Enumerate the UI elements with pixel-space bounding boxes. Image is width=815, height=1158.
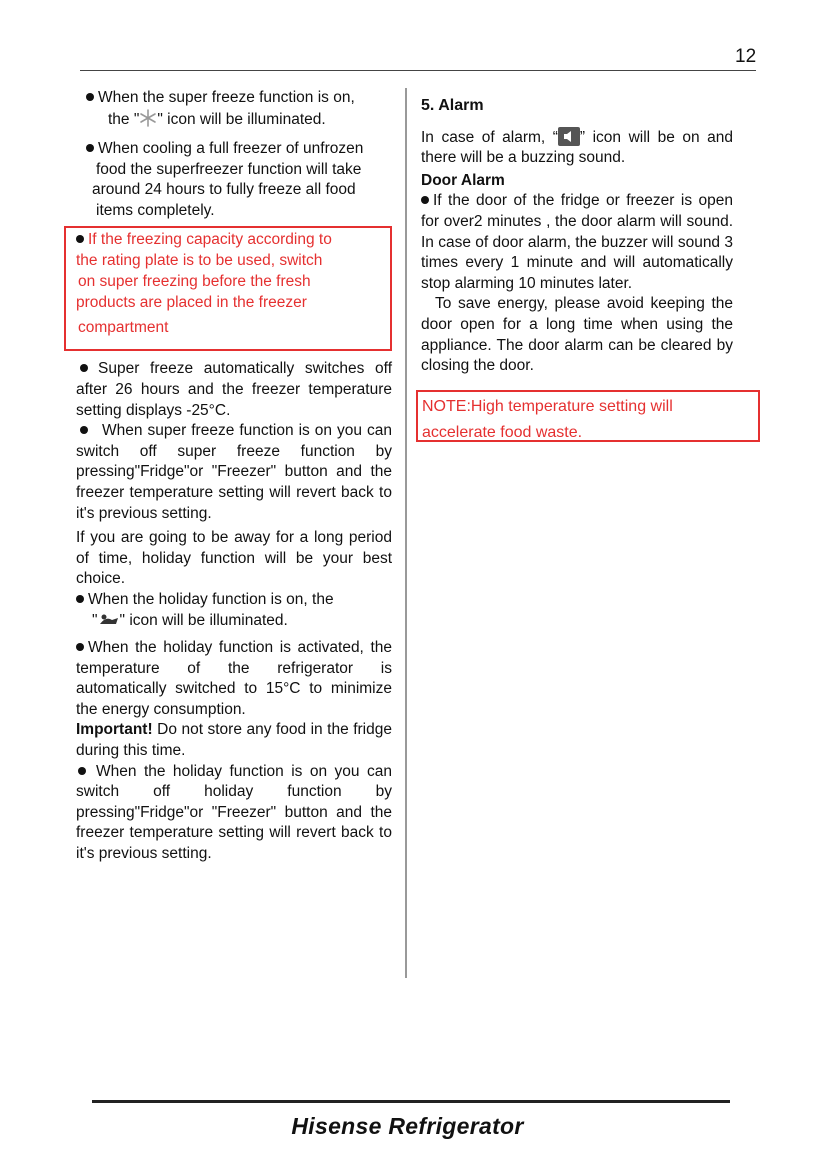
full-freezer-paragraph: When cooling a full freezer of unfrozen food the superfreezer function will take around 24 hours to fully freeze all food items completely. [76,139,392,221]
save-energy-paragraph: To save energy, please avoid keeping the door open for a long time when using the appliance. The door alarm can be cleared by closing the door. [421,295,733,375]
footer-rule [92,1100,730,1103]
alarm-heading: 5. Alarm [421,97,484,114]
alarm-paragraph: In case of alarm, “ ” icon will be on and there will be a buzzing sound. [421,128,734,167]
bullet-icon [76,643,84,651]
snowflake-icon [139,109,157,134]
door-alarm-subheading: Door Alarm [421,171,505,189]
bullet-icon [80,426,88,434]
high-temperature-note-box: NOTE:High temperature setting will accelerate food waste. [416,390,760,442]
switch-off-holiday-paragraph: When the holiday function is on you can switch off holiday function by pressing"Fridge"or "Freezer" button and the freezer temperature setting will revert back to it's previous setting. [76,762,392,863]
holiday-on-paragraph: When the holiday function is on, the " " icon will be illuminated. [76,590,392,634]
auto-switch-off-paragraph: Super freeze automatically switches off after 26 hours and the freezer temperature setting displays -25°C. [76,360,392,419]
important-paragraph: Important! Do not store any food in the fridge during this time. [76,721,392,760]
bullet-icon [86,93,94,101]
freezing-capacity-note-box: If the freezing capacity according to the rating plate is to be used, switch on super freezing before the fresh products are placed in the freezer compartment [64,226,392,352]
left-column [76,88,392,865]
right-column [421,96,733,442]
holiday-activated-paragraph: When the holiday function is activated, the temperature of the refrigerator is automatically switched to 15°C to minimize the energy consumption. [76,639,392,718]
bullet-icon [76,595,84,603]
holiday-intro-paragraph: If you are going to be away for a long period of time, holiday function will be your best choice. [76,529,392,588]
super-freeze-on-paragraph: When the super freeze function is on, the " " icon will be illuminated. [76,88,392,133]
holiday-icon [98,612,120,635]
switch-off-super-freeze-paragraph: When super freeze function is on you can switch off super freeze function by pressing"Fridge"or "Freezer" button and the freezer temperature setting will revert back to it's previous setting. [76,422,392,522]
door-alarm-paragraph: If the door of the fridge or freezer is open for over2 minutes , the door alarm will sound. In case of door alarm, the buzzer will sound 3 times every 1 minute and will automatically stop alarming 10 minutes later. [421,192,733,292]
bullet-icon [78,767,86,775]
column-divider [405,88,407,978]
brand-footer: Hisense Refrigerator [291,1113,524,1139]
bullet-icon [86,144,94,152]
bullet-icon [421,196,429,204]
bullet-icon [80,364,88,372]
header-rule [80,70,756,71]
alarm-speaker-icon [558,127,580,146]
page-number: 12 [735,46,757,67]
bullet-icon [76,235,84,243]
